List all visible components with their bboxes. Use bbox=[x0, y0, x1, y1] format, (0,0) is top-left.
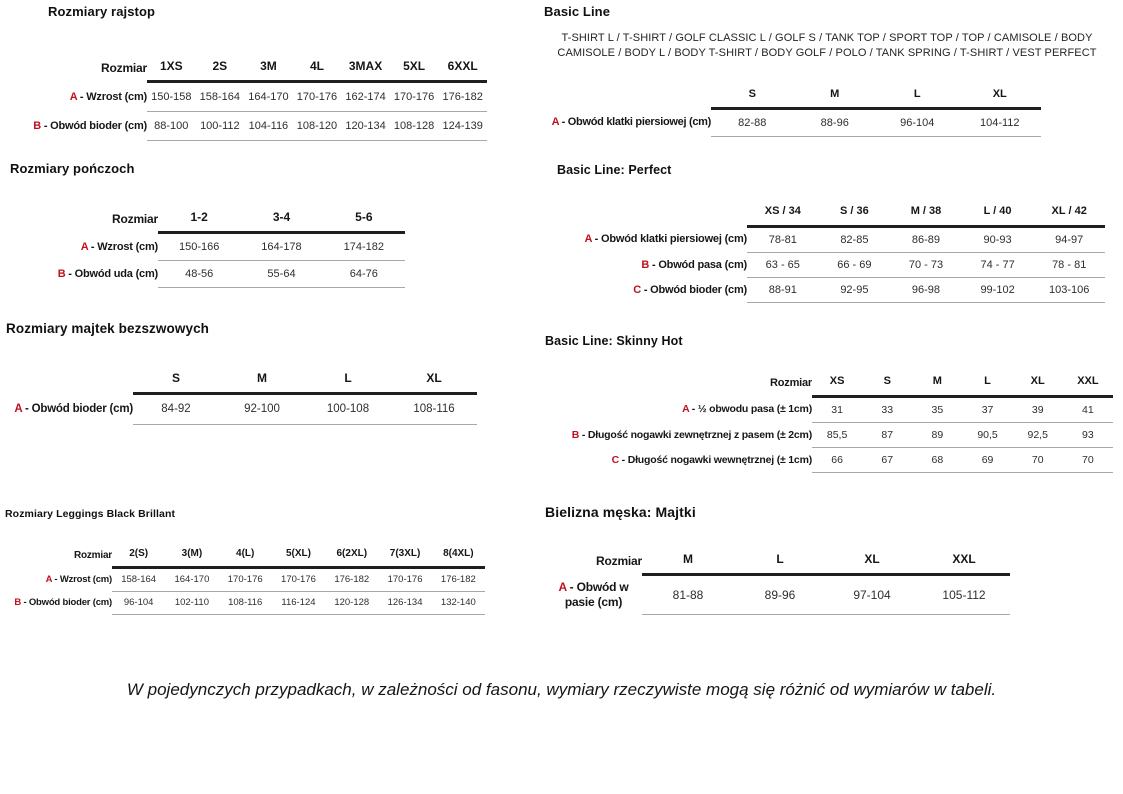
value-cell: 104-116 bbox=[244, 112, 293, 141]
measurement-row-label: A - Obwód bioder (cm) bbox=[14, 402, 133, 415]
value-cell: 105-112 bbox=[918, 575, 1010, 615]
value-cell: 63 - 65 bbox=[747, 253, 819, 278]
measurement-letter: B bbox=[33, 120, 41, 132]
size-column-header: L / 40 bbox=[962, 201, 1034, 227]
value-cell: 94-97 bbox=[1033, 227, 1105, 253]
measurement-row-label: B - Obwód bioder (cm) bbox=[33, 120, 147, 132]
value-cell: 150-158 bbox=[147, 82, 196, 112]
size-table bbox=[544, 86, 1041, 137]
value-cell: 90,5 bbox=[962, 423, 1012, 448]
measurement-row-label: C - Długość nogawki wewnętrznej (± 1cm) bbox=[611, 453, 812, 466]
value-cell: 88-91 bbox=[747, 278, 819, 303]
size-column-header: S bbox=[711, 86, 794, 109]
size-label-header: Rozmiar bbox=[112, 211, 158, 226]
size-column-header: XL bbox=[959, 86, 1042, 109]
value-cell: 170-176 bbox=[219, 568, 272, 592]
table-title: Basic Line: Skinny Hot bbox=[545, 334, 683, 348]
value-cell: 89-96 bbox=[734, 575, 826, 615]
table-row bbox=[557, 278, 1105, 303]
measurement-letter: B bbox=[641, 258, 650, 271]
value-cell: 67 bbox=[862, 448, 912, 473]
value-cell: 162-174 bbox=[341, 82, 390, 112]
value-cell: 85,5 bbox=[812, 423, 862, 448]
size-column-header: L bbox=[876, 86, 959, 109]
value-cell: 174-182 bbox=[323, 233, 405, 261]
value-cell: 93 bbox=[1063, 423, 1113, 448]
measurement-row-label: A - Wzrost (cm) bbox=[69, 90, 147, 103]
size-column-header: 4L bbox=[293, 55, 342, 82]
measurement-letter: B bbox=[14, 597, 21, 608]
value-cell: 92-100 bbox=[219, 394, 305, 425]
value-cell: 92-95 bbox=[819, 278, 891, 303]
size-column-header: 6(2XL) bbox=[325, 546, 378, 568]
value-cell: 100-112 bbox=[196, 112, 245, 141]
table-row bbox=[5, 592, 485, 615]
value-cell: 82-88 bbox=[711, 109, 794, 137]
size-column-header: XS / 34 bbox=[747, 201, 819, 227]
value-cell: 33 bbox=[862, 397, 912, 423]
value-cell: 170-176 bbox=[272, 568, 325, 592]
value-cell: 74 - 77 bbox=[962, 253, 1034, 278]
value-cell: 39 bbox=[1013, 397, 1063, 423]
size-column-header: XXL bbox=[918, 549, 1010, 575]
value-cell: 120-128 bbox=[325, 592, 378, 615]
value-cell: 66 bbox=[812, 448, 862, 473]
value-cell: 31 bbox=[812, 397, 862, 423]
value-cell: 88-96 bbox=[794, 109, 877, 137]
value-cell: 170-176 bbox=[378, 568, 431, 592]
table-title: Basic Line bbox=[544, 4, 611, 19]
measurement-letter: A bbox=[558, 579, 567, 594]
table-rozmiary-majtek-bezszwowych bbox=[6, 320, 477, 425]
value-cell: 55-64 bbox=[240, 261, 322, 288]
value-cell: 41 bbox=[1063, 397, 1113, 423]
size-column-header: 2(S) bbox=[112, 546, 165, 568]
value-cell: 88-100 bbox=[147, 112, 196, 141]
table-title: Bielizna męska: Majtki bbox=[545, 504, 696, 520]
measurement-letter: A bbox=[682, 403, 690, 415]
table-title: Rozmiary pończoch bbox=[10, 161, 135, 176]
value-cell: 99-102 bbox=[962, 278, 1034, 303]
value-cell: 96-104 bbox=[112, 592, 165, 615]
measurement-letter: B bbox=[571, 428, 580, 441]
value-cell: 97-104 bbox=[826, 575, 918, 615]
table-basic-line-skinny-hot bbox=[545, 332, 1113, 473]
value-cell: 116-124 bbox=[272, 592, 325, 615]
measurement-letter: A bbox=[551, 116, 559, 128]
table-row bbox=[10, 261, 405, 288]
size-column-header: 3-4 bbox=[240, 206, 322, 233]
value-cell: 120-134 bbox=[341, 112, 390, 141]
header-row bbox=[557, 201, 1105, 227]
table-basic-line-perfect bbox=[557, 161, 1105, 303]
measurement-letter: A bbox=[14, 402, 22, 415]
measurement-row-label: A - ½ obwodu pasa (± 1cm) bbox=[682, 403, 812, 415]
value-cell: 108-116 bbox=[391, 394, 477, 425]
size-column-header: 5(XL) bbox=[272, 546, 325, 568]
size-column-header: XL bbox=[391, 368, 477, 394]
value-cell: 70 bbox=[1013, 448, 1063, 473]
value-cell: 90-93 bbox=[962, 227, 1034, 253]
value-cell: 64-76 bbox=[323, 261, 405, 288]
table-row bbox=[557, 253, 1105, 278]
table-title: Rozmiary Leggings Black Brillant bbox=[5, 508, 176, 520]
size-column-header: 6XXL bbox=[438, 55, 487, 82]
size-column-header: 7(3XL) bbox=[378, 546, 431, 568]
header-row bbox=[5, 546, 485, 568]
table-title: Rozmiary majtek bezszwowych bbox=[6, 321, 210, 336]
size-column-header: M / 38 bbox=[890, 201, 962, 227]
table-row bbox=[8, 82, 487, 112]
size-label-header bbox=[6, 368, 133, 394]
size-table bbox=[545, 372, 1113, 473]
value-cell: 70 bbox=[1063, 448, 1113, 473]
size-column-header: S bbox=[133, 368, 219, 394]
measurement-row-label: A - Wzrost (cm) bbox=[80, 240, 158, 253]
table-row bbox=[5, 568, 485, 592]
measurement-row-label: A - Obwód klatki piersiowej (cm) bbox=[551, 116, 711, 128]
size-column-header: 2S bbox=[196, 55, 245, 82]
table-row bbox=[545, 397, 1113, 423]
header-row bbox=[6, 368, 477, 394]
value-cell: 48-56 bbox=[158, 261, 240, 288]
size-column-header: 4(L) bbox=[219, 546, 272, 568]
size-column-header: L bbox=[734, 549, 826, 575]
value-cell: 170-176 bbox=[390, 82, 439, 112]
size-column-header: 3M bbox=[244, 55, 293, 82]
measurement-row-label: B - Obwód pasa (cm) bbox=[641, 258, 747, 271]
size-label-header: Rozmiar bbox=[73, 549, 112, 561]
value-cell: 176-182 bbox=[432, 568, 485, 592]
value-cell: 158-164 bbox=[196, 82, 245, 112]
measurement-row-label: B - Obwód bioder (cm) bbox=[14, 597, 112, 608]
header-row bbox=[545, 549, 1010, 575]
table-row bbox=[544, 109, 1041, 137]
size-column-header: L bbox=[962, 372, 1012, 397]
size-label-header: Rozmiar bbox=[596, 553, 642, 568]
measurement-row-label: B - Długość nogawki zewnętrznej z pasem (± 2cm) bbox=[571, 428, 812, 441]
table-title: Basic Line: Perfect bbox=[557, 163, 672, 177]
size-table bbox=[5, 546, 485, 615]
table-row bbox=[6, 394, 477, 425]
value-cell: 96-104 bbox=[876, 109, 959, 137]
value-cell: 176-182 bbox=[325, 568, 378, 592]
value-cell: 81-88 bbox=[642, 575, 734, 615]
measurement-letter: A bbox=[69, 90, 78, 103]
measurement-letter: A bbox=[80, 240, 89, 253]
value-cell: 37 bbox=[962, 397, 1012, 423]
value-cell: 126-134 bbox=[378, 592, 431, 615]
size-column-header: XL / 42 bbox=[1033, 201, 1105, 227]
measurement-row-label: A - Wzrost (cm) bbox=[45, 573, 112, 585]
table-bielizna-meska-majtki bbox=[545, 503, 1010, 615]
value-cell: 78 - 81 bbox=[1033, 253, 1105, 278]
value-cell: 82-85 bbox=[819, 227, 891, 253]
table-rozmiary-rajstop bbox=[8, 3, 487, 141]
measurement-letter: C bbox=[633, 283, 641, 296]
value-cell: 108-128 bbox=[390, 112, 439, 141]
value-cell: 124-139 bbox=[438, 112, 487, 141]
measurement-row-label: C - Obwód bioder (cm) bbox=[633, 283, 747, 296]
value-cell: 92,5 bbox=[1013, 423, 1063, 448]
measurement-letter: C bbox=[611, 453, 619, 466]
size-column-header: 1-2 bbox=[158, 206, 240, 233]
size-table bbox=[8, 55, 487, 141]
value-cell: 86-89 bbox=[890, 227, 962, 253]
value-cell: 170-176 bbox=[293, 82, 342, 112]
table-basic-line bbox=[544, 3, 1110, 137]
value-cell: 66 - 69 bbox=[819, 253, 891, 278]
size-column-header: L bbox=[305, 368, 391, 394]
footnote-disclaimer: W pojedynczych przypadkach, w zależności od fasonu, wymiary rzeczywiste mogą się różnić od wymiarów w tabeli. bbox=[126, 680, 997, 699]
size-table bbox=[557, 201, 1105, 303]
value-cell: 132-140 bbox=[432, 592, 485, 615]
value-cell: 96-98 bbox=[890, 278, 962, 303]
header-row bbox=[10, 206, 405, 233]
table-title: Rozmiary rajstop bbox=[48, 4, 156, 19]
size-column-header: XS bbox=[812, 372, 862, 397]
size-column-header: 5-6 bbox=[323, 206, 405, 233]
size-table bbox=[6, 368, 477, 425]
value-cell: 78-81 bbox=[747, 227, 819, 253]
value-cell: 150-166 bbox=[158, 233, 240, 261]
size-column-header: M bbox=[912, 372, 962, 397]
measurement-row-label: B - Obwód uda (cm) bbox=[57, 268, 158, 280]
table-rozmiary-ponczoch bbox=[10, 160, 405, 288]
size-column-header: XL bbox=[826, 549, 918, 575]
value-cell: 102-110 bbox=[165, 592, 218, 615]
size-column-header: 3MAX bbox=[341, 55, 390, 82]
table-row bbox=[545, 448, 1113, 473]
size-column-header: S bbox=[862, 372, 912, 397]
table-row bbox=[10, 233, 405, 261]
size-label-header bbox=[557, 201, 747, 227]
value-cell: 108-116 bbox=[219, 592, 272, 615]
size-column-header: M bbox=[794, 86, 877, 109]
size-column-header: S / 36 bbox=[819, 201, 891, 227]
size-column-header: 3(M) bbox=[165, 546, 218, 568]
measurement-letter: A bbox=[45, 573, 52, 585]
measurement-row-label: A - Obwód w pasie (cm) bbox=[558, 579, 629, 609]
size-table bbox=[10, 206, 405, 288]
table-row bbox=[557, 227, 1105, 253]
value-cell: 87 bbox=[862, 423, 912, 448]
size-column-header: M bbox=[642, 549, 734, 575]
measurement-row-label: A - Obwód klatki piersiowej (cm) bbox=[584, 233, 747, 245]
table-row bbox=[8, 112, 487, 141]
value-cell: 84-92 bbox=[133, 394, 219, 425]
value-cell: 164-178 bbox=[240, 233, 322, 261]
size-column-header: 5XL bbox=[390, 55, 439, 82]
value-cell: 164-170 bbox=[244, 82, 293, 112]
value-cell: 70 - 73 bbox=[890, 253, 962, 278]
value-cell: 103-106 bbox=[1033, 278, 1105, 303]
header-row bbox=[8, 55, 487, 82]
measurement-letter: B bbox=[57, 268, 66, 280]
size-column-header: XXL bbox=[1063, 372, 1113, 397]
value-cell: 104-112 bbox=[959, 109, 1042, 137]
value-cell: 100-108 bbox=[305, 394, 391, 425]
table-subtitle: T-SHIRT L / T-SHIRT / GOLF CLASSIC L / GOLF S / TANK TOP / SPORT TOP / TOP / CAMISOLE / BODY CAMISOLE / BODY L / BODY T-SHIRT / BODY GOLF / POLO / TANK SPRING / T-SHIRT / VEST PERFECT bbox=[557, 32, 1097, 59]
header-row bbox=[544, 86, 1041, 109]
size-column-header: 8(4XL) bbox=[432, 546, 485, 568]
header-row bbox=[545, 372, 1113, 397]
table-row bbox=[545, 575, 1010, 615]
value-cell: 176-182 bbox=[438, 82, 487, 112]
size-label-header: Rozmiar bbox=[101, 60, 147, 75]
size-column-header: M bbox=[219, 368, 305, 394]
measurement-letter: A bbox=[584, 233, 592, 245]
size-column-header: 1XS bbox=[147, 55, 196, 82]
value-cell: 69 bbox=[962, 448, 1012, 473]
size-label-header: Rozmiar bbox=[770, 376, 812, 389]
table-row bbox=[545, 423, 1113, 448]
size-label-header bbox=[544, 86, 711, 109]
value-cell: 164-170 bbox=[165, 568, 218, 592]
value-cell: 108-120 bbox=[293, 112, 342, 141]
value-cell: 158-164 bbox=[112, 568, 165, 592]
size-table bbox=[545, 549, 1010, 615]
value-cell: 89 bbox=[912, 423, 962, 448]
table-rozmiary-leggings-black-brillant bbox=[5, 507, 485, 615]
value-cell: 68 bbox=[912, 448, 962, 473]
size-column-header: XL bbox=[1013, 372, 1063, 397]
value-cell: 35 bbox=[912, 397, 962, 423]
